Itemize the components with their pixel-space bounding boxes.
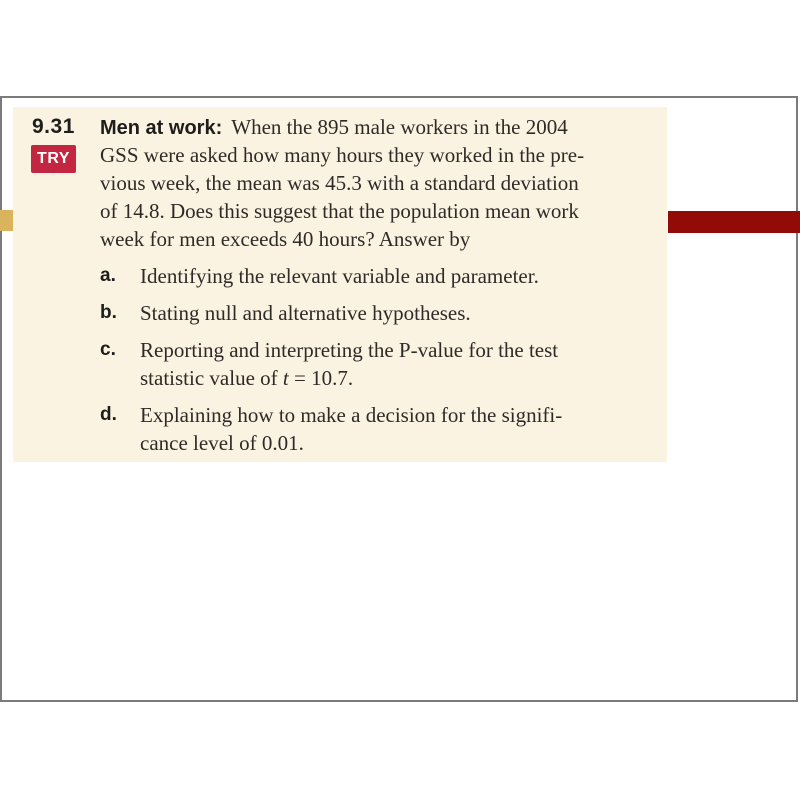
list-item-a-label: a. <box>100 265 116 286</box>
list-item-c-continued <box>140 364 675 392</box>
paragraph-line-5: week for men exceeds 40 hours? Answer by <box>100 227 471 251</box>
list-item-b-label: b. <box>100 302 117 323</box>
c-continued-suffix: = 10.7. <box>288 366 354 390</box>
paragraph-line-3: vious week, the mean was 45.3 with a standard deviation <box>100 171 579 195</box>
paragraph-line-4: of 14.8. Does this suggest that the population mean work <box>100 199 579 223</box>
list-item-c-label: c. <box>100 339 116 360</box>
list-item-d <box>100 401 675 457</box>
t-statistic-symbol: t <box>282 366 289 390</box>
list-item-c <box>100 336 675 392</box>
try-badge <box>31 145 76 173</box>
list-item-b <box>100 299 675 327</box>
paragraph-line-1 <box>100 113 675 141</box>
paragraph-line-2: GSS were asked how many hours they worked in the pre- <box>100 143 585 167</box>
list-item-b-text: Stating null and alternative hypotheses. <box>140 301 471 325</box>
paragraph-text: When the 895 male workers in the 2004 <box>231 115 568 139</box>
try-badge-label: TRY <box>37 150 70 167</box>
exercise-number: 9.31 <box>32 115 75 138</box>
list-item-a <box>100 262 675 290</box>
gold-accent-bar <box>0 210 13 231</box>
list-item-d-label: d. <box>100 404 117 425</box>
c-continued-prefix: statistic value of <box>140 366 283 390</box>
maroon-accent-bar <box>668 211 800 233</box>
exercise-title: Men at work: <box>100 117 223 139</box>
list-item-d-continued: cance level of 0.01. <box>140 431 304 455</box>
list-item-a-text: Identifying the relevant variable and parameter. <box>140 264 539 288</box>
list-item-d-text: Explaining how to make a decision for the signifi- <box>140 403 563 427</box>
list-item-c-text: Reporting and interpreting the P-value for the test <box>140 338 559 362</box>
exercise-text <box>100 113 675 457</box>
